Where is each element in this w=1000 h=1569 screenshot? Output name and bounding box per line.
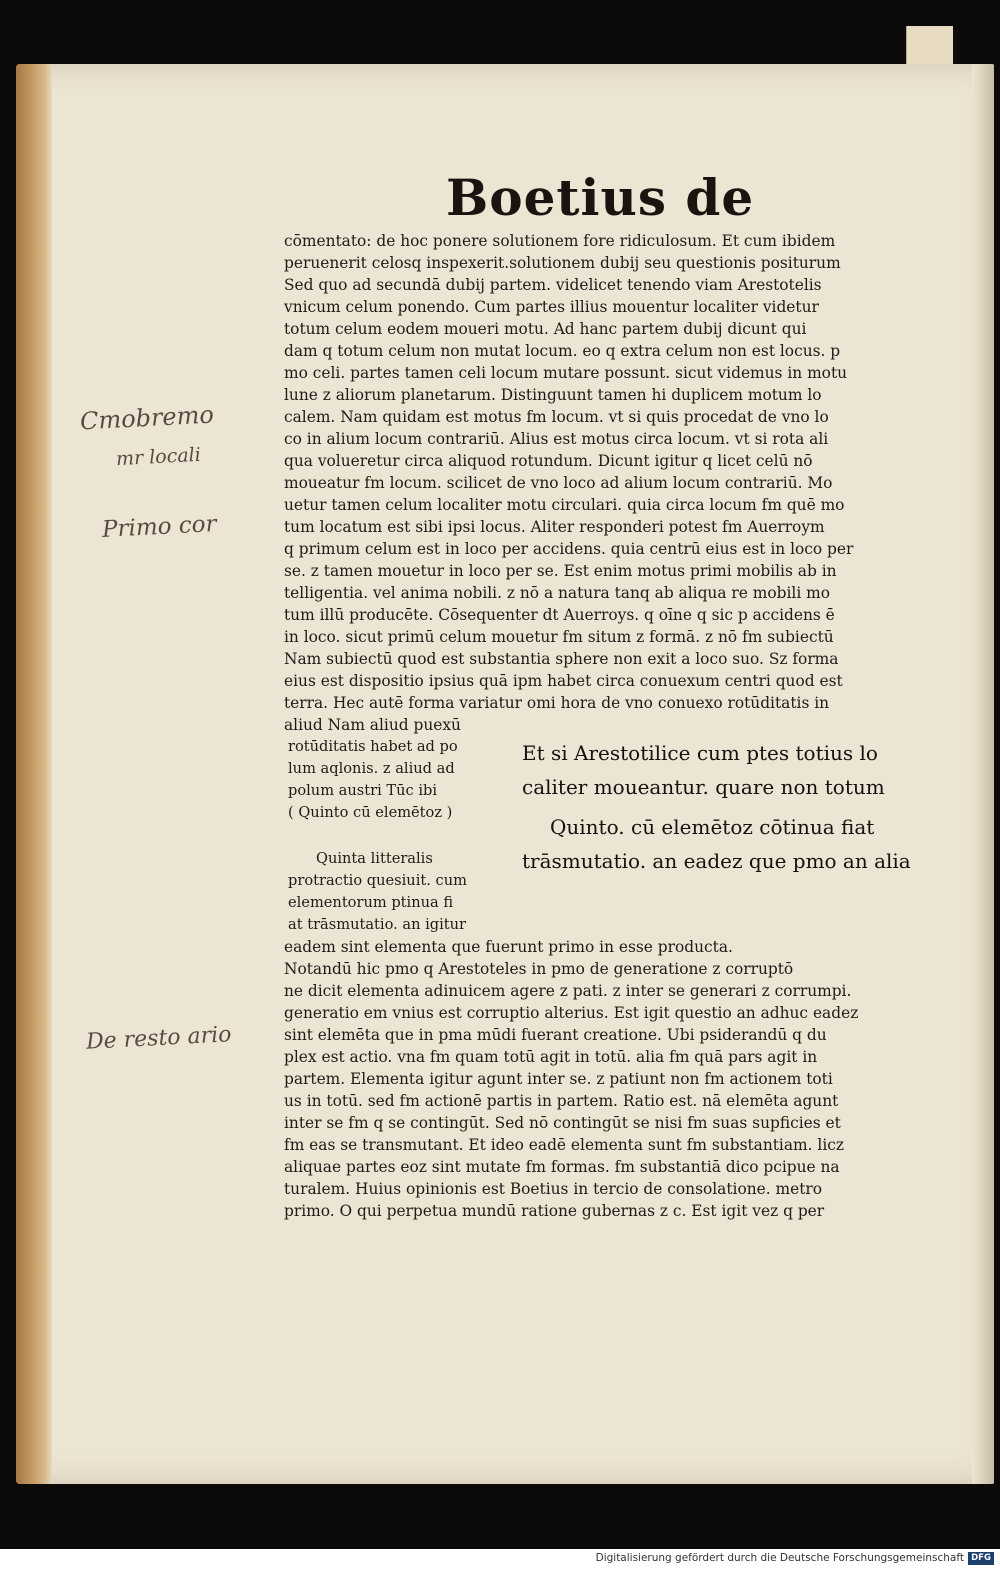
page-gutter	[972, 64, 994, 1484]
lemma-line: Quinto. cū elemētoz cōtinua fiat	[550, 815, 875, 839]
text-line: partem. Elementa igitur agunt inter se. z patiunt non fm actionem toti	[284, 1070, 833, 1088]
gloss-line: polum austri Tūc ibi	[288, 782, 438, 799]
text-line: tum illū producēte. Cōsequenter dt Auerroys. q oīne q sic p accidens ē	[284, 606, 835, 624]
text-line: turalem. Huius opinionis est Boetius in tercio de consolatione. metro	[284, 1180, 823, 1198]
lemma-line: trāsmutatio. an eadez que pmo an alia	[522, 849, 911, 873]
text-line: generatio em vnius est corruptio alterius. Est igit questio an adhuc eadez	[284, 1004, 859, 1022]
text-line: ne dicit elementa adinuicem agere z pati. z inter se generari z corrumpi.	[284, 982, 852, 1000]
book-page	[16, 64, 994, 1484]
text-line: sint elemēta que in pma mūdi fuerant creatione. Ubi psiderandū q du	[284, 1026, 827, 1044]
text-line: plex est actio. vna fm quam totū agit in totū. alia fm quā pars agit in	[284, 1048, 818, 1066]
lemma-line: caliter moueantur. quare non totum	[522, 775, 885, 799]
text-line: Nam subiectū quod est substantia sphere non exit a loco suo. Sz forma	[284, 650, 839, 668]
text-line: q primum celum est in loco per accidens. quia centrū eius est in loco per	[284, 540, 854, 558]
text-line: totum celum eodem moueri motu. Ad hanc partem dubij dicunt qui	[284, 320, 807, 338]
text-line: terra. Hec autē forma variatur omi hora de vno conuexo rotūditatis in	[284, 694, 830, 712]
footer-bar	[0, 1549, 1000, 1569]
text-line: aliud Nam aliud puexū	[284, 716, 461, 734]
text-line: vnicum celum ponendo. Cum partes illius mouentur localiter videtur	[284, 298, 819, 316]
text-line: eius est dispositio ipsius quā ipm habet circa conuexum centri quod est	[284, 672, 843, 690]
text-line: aliquae partes eoz sint mutate fm formas. fm substantiā dico pcipue na	[284, 1158, 840, 1176]
gloss-line: ( Quinto cū elemētoz )	[288, 804, 453, 821]
text-line: us in totū. sed fm actionē partis in partem. Ratio est. nā elemēta agunt	[284, 1092, 839, 1110]
text-line: telligentia. vel anima nobili. z nō a natura tanq ab aliqua re mobili mo	[284, 584, 830, 602]
lemma-line: Et si Arestotilice cum ptes totius lo	[522, 741, 878, 765]
marginal-note: mr locali	[115, 443, 202, 471]
gloss-line: at trāsmutatio. an igitur	[288, 916, 467, 933]
marginal-note: Primo cor	[101, 511, 218, 543]
gloss-line: lum aqlonis. z aliud ad	[288, 760, 455, 777]
text-line: se. z tamen mouetur in loco per se. Est enim motus primi mobilis ab in	[284, 562, 837, 580]
page-edge	[16, 64, 52, 1484]
text-line: Notandū hic pmo q Arestoteles in pmo de generatione z corruptō	[284, 960, 794, 978]
text-line: calem. Nam quidam est motus fm locum. vt si quis procedat de vno lo	[284, 408, 829, 426]
text-line: fm eas se transmutant. Et ideo eadē elementa sunt fm substantiam. licz	[284, 1136, 844, 1154]
marginal-note: De resto ario	[85, 1022, 233, 1055]
gloss-line: rotūditatis habet ad po	[288, 738, 458, 755]
text-line: in loco. sicut primū celum mouetur fm situm z formā. z nō fm subiectū	[284, 628, 834, 646]
text-line: eadem sint elementa que fuerunt primo in esse producta.	[284, 938, 733, 956]
text-line: peruenerit celosq inspexerit.solutionem dubij seu questionis positurum	[284, 254, 841, 272]
text-line: tum locatum est sibi ipsi locus. Aliter responderi potest fm Auerroym	[284, 518, 825, 536]
footer-credit: Digitalisierung gefördert durch die Deutsche Forschungsgemeinschaft	[595, 1552, 964, 1564]
text-line: moueatur fm locum. scilicet de vno loco ad alium locum contrariū. Mo	[284, 474, 833, 492]
gloss-line: elementorum ptinua fi	[288, 894, 454, 911]
text-line: inter se fm q se contingūt. Sed nō contingūt se nisi fm suas supficies et	[284, 1114, 841, 1132]
text-line: co in alium locum contrariū. Alius est motus circa locum. vt si rota ali	[284, 430, 829, 448]
text-line: mo celi. partes tamen celi locum mutare possunt. sicut videmus in motu	[284, 364, 848, 382]
text-line: lune z aliorum planetarum. Distinguunt tamen hi duplicem motum lo	[284, 386, 822, 404]
text-line: Sed quo ad secundā dubij partem. videlicet tenendo viam Arestotelis	[284, 276, 822, 294]
gloss-line: protractio quesiuit. cum	[288, 872, 467, 889]
running-title: Boetius de	[446, 168, 755, 227]
dfg-logo: DFG	[968, 1552, 994, 1565]
text-line: dam q totum celum non mutat locum. eo q extra celum non est locus. p	[284, 342, 841, 360]
text-line: qua volueretur circa aliquod rotundum. Dicunt igitur q licet celū nō	[284, 452, 813, 470]
text-line: uetur tamen celum localiter motu circulari. quia circa locum fm quē mo	[284, 496, 845, 514]
gloss-line: Quinta litteralis	[316, 850, 433, 867]
text-line: primo. O qui perpetua mundū ratione gubernas z c. Est igit vez q per	[284, 1202, 825, 1220]
text-line: cōmentato: de hoc ponere solutionem fore ridiculosum. Et cum ibidem	[284, 232, 836, 250]
marginal-note: Cmobremo	[79, 400, 215, 436]
